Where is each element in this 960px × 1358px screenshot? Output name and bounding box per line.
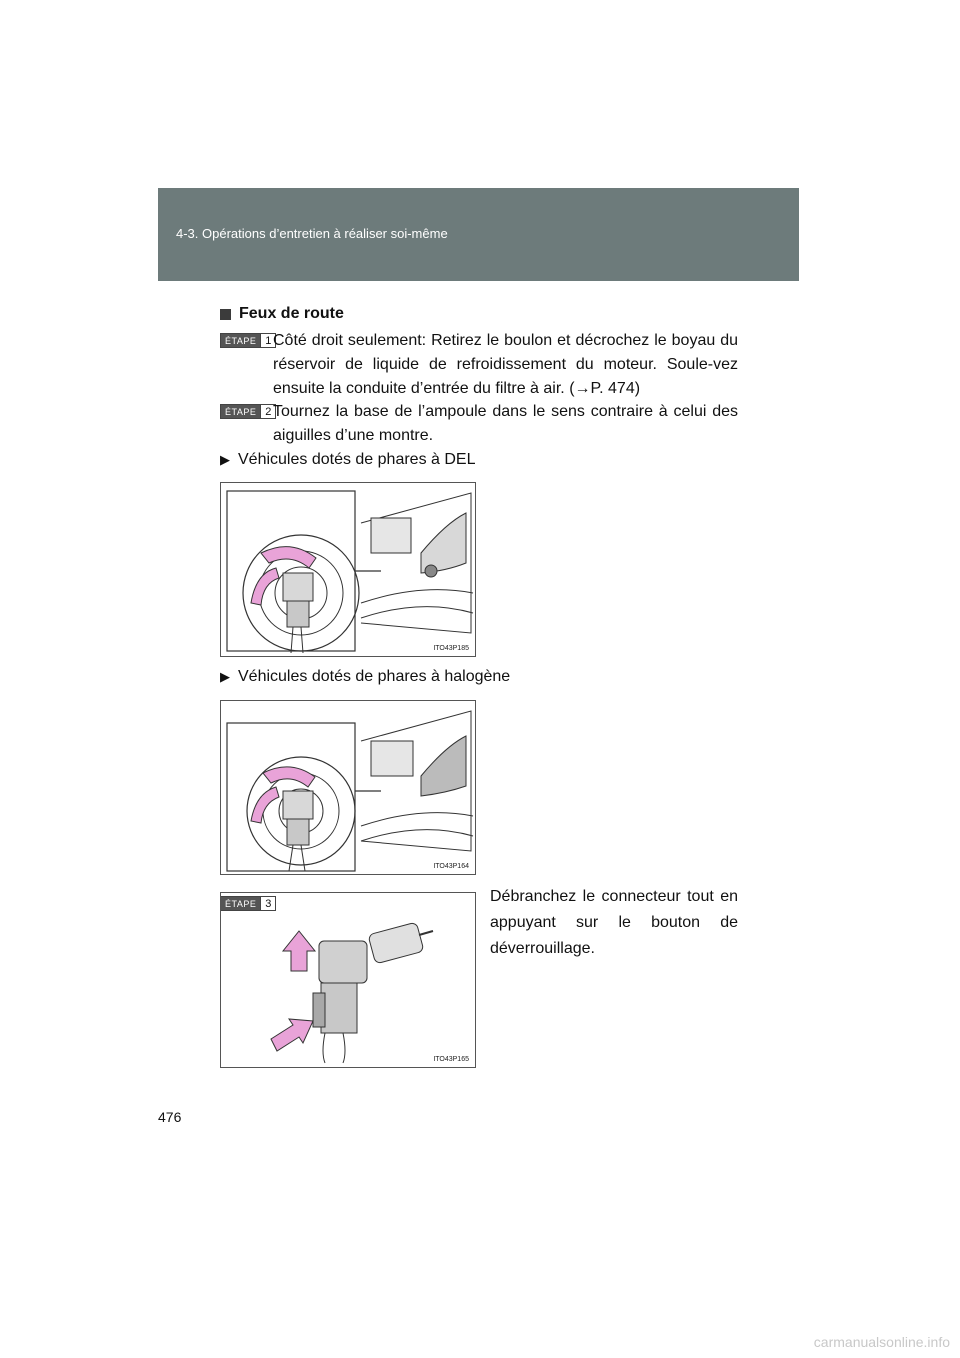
watermark: carmanualsonline.info bbox=[813, 1334, 950, 1350]
chapter-section-title: 4-3. Opérations d’entretien à réaliser soi-même bbox=[176, 226, 448, 241]
chapter-header-band bbox=[158, 188, 799, 281]
figure-code: ITO43P164 bbox=[433, 863, 469, 870]
section-title bbox=[220, 305, 344, 323]
step-3-badge bbox=[220, 896, 276, 911]
step-2-badge-label: ÉTAPE bbox=[221, 405, 260, 418]
figure-halogen-headlight bbox=[220, 700, 476, 875]
step-1-text: Côté droit seulement: Retirez le boulon et décrochez le boyau du réservoir de liquide de refroidissement du moteur. Soule-vez ensuite la conduite d’entrée du filtre à air. (→P. 474) bbox=[273, 332, 738, 397]
section-title-text: Feux de route bbox=[239, 305, 344, 322]
triangle-bullet-icon: ▶ bbox=[220, 452, 230, 467]
page-number: 476 bbox=[158, 1109, 182, 1125]
variant-halogen-text: Véhicules dotés de phares à halogène bbox=[238, 668, 511, 685]
step-3-badge-number: 3 bbox=[260, 897, 275, 910]
figure-led-headlight bbox=[220, 482, 476, 657]
step-3-badge-label: ÉTAPE bbox=[221, 897, 260, 910]
triangle-bullet-icon: ▶ bbox=[220, 669, 230, 684]
step-2-badge bbox=[220, 404, 276, 419]
step-3-text: Débranchez le connecteur tout en appuyant sur le bouton de déverrouillage. bbox=[490, 888, 738, 957]
led-headlight-illustration bbox=[221, 483, 476, 657]
step-1-badge-label: ÉTAPE bbox=[221, 334, 260, 347]
variant-led-label bbox=[220, 451, 475, 469]
step-1-badge bbox=[220, 333, 276, 348]
step-2-text: Tournez la base de l’ampoule dans le sens contraire à celui des aiguilles d’une montre. bbox=[273, 403, 738, 444]
figure-code: ITO43P185 bbox=[433, 645, 469, 652]
figure-code: ITO43P165 bbox=[433, 1056, 469, 1063]
figure-connector-removal bbox=[220, 892, 476, 1068]
variant-led-text: Véhicules dotés de phares à DEL bbox=[238, 451, 476, 468]
step-1-badge-number: 1 bbox=[260, 334, 275, 347]
halogen-headlight-illustration bbox=[221, 701, 476, 875]
variant-halogen-label bbox=[220, 668, 510, 686]
square-bullet-icon bbox=[220, 309, 231, 320]
connector-removal-illustration bbox=[221, 893, 476, 1068]
step-2-badge-number: 2 bbox=[260, 405, 275, 418]
